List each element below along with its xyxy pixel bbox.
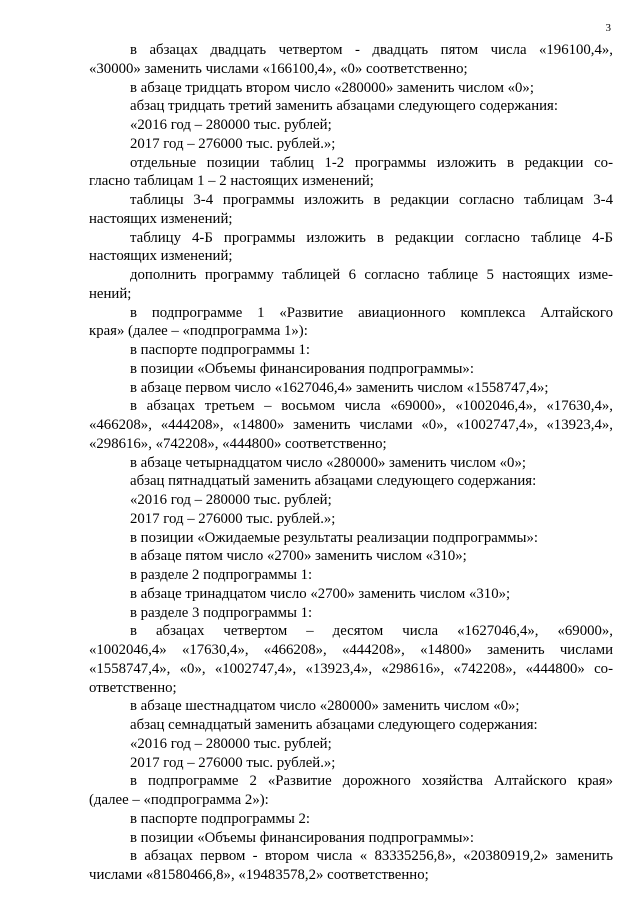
text-line: отдельные позиции таблиц 1-2 программы изложить в редакции со- [130, 154, 613, 171]
text-line: «30000» заменить числами «166100,4», «0» соответственно; [89, 60, 468, 77]
document-body [89, 41, 613, 885]
text-line: дополнить программу таблицей 6 согласно таблице 5 настоящих изме- [130, 267, 613, 283]
text-line: в абзацах двадцать четвертом - двадцать пятом числа «196100,4», [130, 42, 613, 58]
text-line: «1002046,4» «17630,4», «466208», «444208», «14800» заменить числами [89, 642, 613, 658]
text-line: в позиции «Объемы финансирования подпрограммы»: [130, 829, 474, 846]
text-line: «2016 год – 280000 тыс. рублей; [130, 735, 332, 752]
text-line: настоящих изменений; [89, 210, 233, 227]
text-line: гласно таблицам 1 – 2 настоящих изменений; [89, 173, 374, 190]
text-line: абзац пятнадцатый заменить абзацами следующего содержания: [130, 473, 537, 490]
page-number: 3 [605, 22, 611, 34]
text-line: в абзаце тринадцатом число «2700» заменить числом «310»; [130, 585, 511, 602]
text-line: в позиции «Ожидаемые результаты реализации подпрограммы»: [130, 529, 538, 546]
text-line: 2017 год – 276000 тыс. рублей.»; [130, 135, 336, 152]
text-line: в абзацах четвертом – десятом числа «1627046,4», «69000», [130, 623, 613, 640]
text-line: в абзаце тридцать втором число «280000» заменить числом «0»; [130, 79, 534, 96]
text-line: 2017 год – 276000 тыс. рублей.»; [130, 510, 336, 527]
text-line: «1558747,4», «0», «1002747,4», «13923,4», «298616», «742208», «444800» со- [89, 660, 613, 677]
text-line: в абзаце шестнадцатом число «280000» заменить числом «0»; [130, 698, 520, 715]
text-line: нений; [89, 285, 132, 302]
text-line: в паспорте подпрограммы 2: [130, 810, 311, 827]
text-line: настоящих изменений; [89, 248, 233, 265]
text-line: ответственно; [89, 679, 177, 696]
text-line: в разделе 2 подпрограммы 1: [130, 567, 313, 583]
text-line: «466208», «444208», «14800» заменить числами «0», «1002747,4», «13923,4», [89, 417, 613, 433]
text-line: (далее – «подпрограмма 2»): [89, 792, 269, 808]
text-line: 2017 год – 276000 тыс. рублей.»; [130, 754, 336, 771]
text-line: в абзацах третьем – восьмом числа «69000», «1002046,4», «17630,4», [130, 398, 613, 415]
text-line: в позиции «Объемы финансирования подпрограммы»: [130, 360, 474, 377]
text-line: таблицы 3-4 программы изложить в редакции согласно таблицам 3-4 [130, 192, 613, 208]
text-line: «2016 год – 280000 тыс. рублей; [130, 492, 332, 508]
text-line: в абзаце первом число «1627046,4» заменить числом «1558747,4»; [130, 379, 549, 396]
text-line: «298616», «742208», «444800» соответственно; [89, 435, 387, 452]
text-line: края» (далее – «подпрограмма 1»): [89, 323, 308, 340]
text-line: в разделе 3 подпрограммы 1: [130, 604, 313, 621]
text-line: в абзаце пятом число «2700» заменить числом «310»; [130, 548, 467, 565]
text-line: «2016 год – 280000 тыс. рублей; [130, 117, 332, 133]
text-line: в подпрограмме 2 «Развитие дорожного хозяйства Алтайского края» [130, 773, 613, 790]
text-line: в абзаце четырнадцатом число «280000» заменить числом «0»; [130, 454, 526, 471]
text-line: абзац тридцать третий заменить абзацами следующего содержания: [130, 98, 558, 115]
text-line: в паспорте подпрограммы 1: [130, 342, 311, 358]
text-line: абзац семнадцатый заменить абзацами следующего содержания: [130, 717, 538, 733]
text-line: таблицу 4-Б программы изложить в редакции согласно таблице 4-Б [130, 229, 613, 246]
text-line: числами «81580466,8», «19483578,2» соответственно; [89, 867, 429, 883]
text-line: в подпрограмме 1 «Развитие авиационного комплекса Алтайского [130, 304, 613, 321]
text-line: в абзацах первом - втором числа « 83335256,8», «20380919,2» заменить [130, 848, 613, 865]
